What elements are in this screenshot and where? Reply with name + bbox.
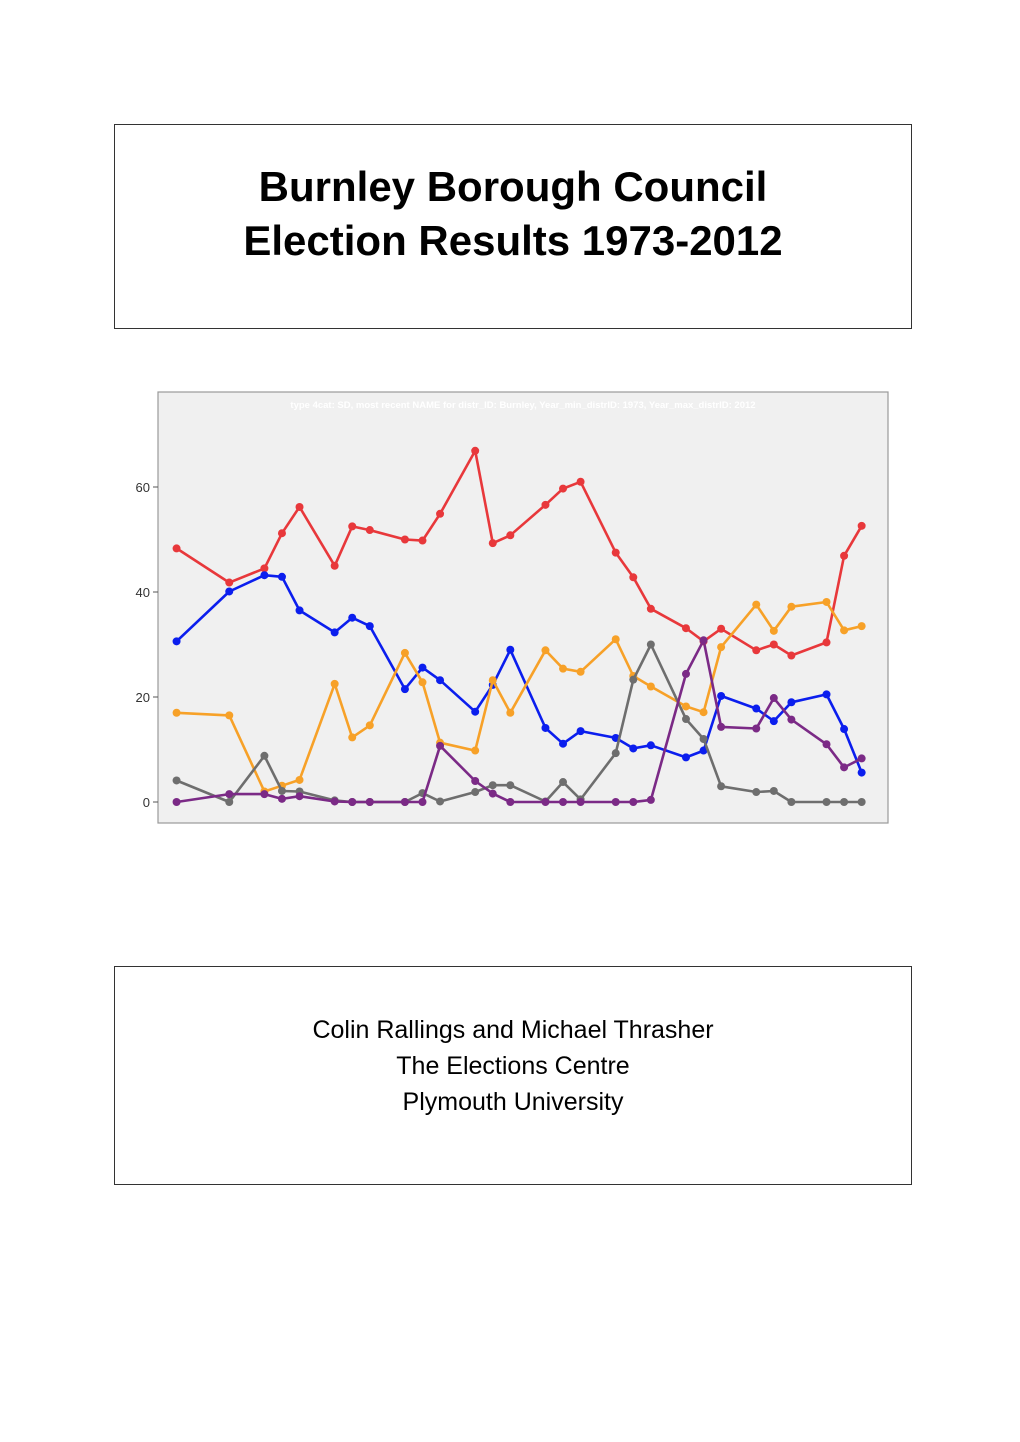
series-2-point — [418, 678, 426, 686]
series-2-point — [858, 622, 866, 630]
series-3-point — [823, 798, 831, 806]
series-0-point — [787, 652, 795, 660]
series-3-point — [278, 787, 286, 795]
series-4-point — [840, 763, 848, 771]
series-1-point — [577, 727, 585, 735]
series-4-point — [296, 792, 304, 800]
series-4-point — [700, 636, 708, 644]
y-tick-label: 20 — [135, 690, 150, 705]
y-tick-label: 40 — [135, 585, 150, 600]
series-3-point — [559, 778, 567, 786]
series-0-point — [260, 564, 268, 572]
title-box — [114, 124, 912, 329]
series-1-point — [471, 708, 479, 716]
series-1-point — [366, 622, 374, 630]
series-2-point — [700, 708, 708, 716]
series-4-point — [401, 798, 409, 806]
series-3-point — [471, 788, 479, 796]
series-4-point — [418, 798, 426, 806]
series-1-point — [787, 698, 795, 706]
series-0-point — [858, 522, 866, 530]
series-0-point — [840, 552, 848, 560]
series-1-point — [278, 573, 286, 581]
series-0-point — [577, 478, 585, 486]
chart-title: type 4cat: SD, most recent NAME for distr_ID: Burnley, Year_min_distrID: 1973, Year_max_distrID: 2012 — [290, 400, 756, 411]
series-3-point — [489, 781, 497, 789]
series-1-point — [752, 705, 760, 713]
series-1-point — [401, 685, 409, 693]
page-title: Burnley Borough Council — [258, 163, 768, 210]
series-0-point — [296, 503, 304, 511]
series-3-point — [682, 715, 690, 723]
series-2-point — [840, 626, 848, 634]
series-1-point — [717, 692, 725, 700]
series-1-point — [225, 587, 233, 595]
series-3-point — [173, 776, 181, 784]
series-4-point — [260, 790, 268, 798]
series-2-point — [717, 643, 725, 651]
series-1-point — [559, 740, 567, 748]
series-2-point — [296, 776, 304, 784]
series-0-point — [682, 624, 690, 632]
series-0-point — [331, 562, 339, 570]
series-3-point — [436, 797, 444, 805]
series-4-point — [506, 798, 514, 806]
series-4-point — [278, 795, 286, 803]
series-0-point — [541, 501, 549, 509]
series-2-point — [401, 649, 409, 657]
series-4-point — [471, 777, 479, 785]
series-2-point — [559, 665, 567, 673]
series-3-point — [647, 641, 655, 649]
series-4-point — [436, 742, 444, 750]
series-3-point — [700, 735, 708, 743]
series-3-point — [629, 676, 637, 684]
series-4-point — [770, 694, 778, 702]
page-subtitle: Election Results 1973-2012 — [243, 217, 783, 264]
series-1-point — [331, 628, 339, 636]
series-4-point — [559, 798, 567, 806]
series-4-point — [577, 798, 585, 806]
series-1-point — [629, 744, 637, 752]
series-4-point — [647, 796, 655, 804]
series-4-point — [225, 790, 233, 798]
series-4-point — [489, 790, 497, 798]
series-4-point — [173, 798, 181, 806]
series-1-point — [647, 741, 655, 749]
series-2-point — [348, 733, 356, 741]
series-0-point — [436, 510, 444, 518]
series-1-point — [541, 724, 549, 732]
series-1-point — [506, 646, 514, 654]
series-4-point — [331, 797, 339, 805]
series-0-point — [647, 605, 655, 613]
series-1-point — [858, 769, 866, 777]
series-0-point — [770, 641, 778, 649]
university-name: Plymouth University — [402, 1088, 624, 1116]
series-4-point — [858, 754, 866, 762]
series-0-point — [559, 485, 567, 493]
series-0-point — [366, 526, 374, 534]
series-3-point — [858, 798, 866, 806]
series-1-point — [682, 753, 690, 761]
series-0-point — [717, 625, 725, 633]
series-0-point — [173, 544, 181, 552]
series-1-point — [770, 717, 778, 725]
series-4-point — [629, 798, 637, 806]
series-1-point — [173, 637, 181, 645]
series-2-point — [541, 646, 549, 654]
series-0-point — [752, 646, 760, 654]
series-2-point — [225, 711, 233, 719]
series-0-point — [348, 522, 356, 530]
series-2-point — [647, 683, 655, 691]
series-0-point — [629, 573, 637, 581]
series-0-point — [471, 447, 479, 455]
series-4-point — [366, 798, 374, 806]
series-4-point — [752, 725, 760, 733]
series-4-point — [541, 798, 549, 806]
series-3-point — [612, 749, 620, 757]
author-box — [114, 966, 912, 1185]
authors-names: Colin Rallings and Michael Thrasher — [312, 1016, 714, 1044]
series-0-point — [506, 531, 514, 539]
series-2-point — [823, 598, 831, 606]
series-0-point — [278, 529, 286, 537]
series-2-point — [577, 668, 585, 676]
series-2-point — [489, 676, 497, 684]
series-2-point — [682, 702, 690, 710]
series-3-point — [717, 782, 725, 790]
series-4-point — [682, 670, 690, 678]
series-4-point — [612, 798, 620, 806]
series-0-point — [418, 537, 426, 545]
series-0-point — [823, 638, 831, 646]
series-1-point — [418, 664, 426, 672]
series-2-point — [366, 721, 374, 729]
line-chart — [120, 388, 900, 828]
series-3-point — [840, 798, 848, 806]
series-2-point — [612, 635, 620, 643]
series-2-point — [173, 709, 181, 717]
series-3-point — [770, 787, 778, 795]
series-1-point — [840, 725, 848, 733]
series-2-point — [471, 747, 479, 755]
series-1-point — [296, 606, 304, 614]
series-3-point — [752, 788, 760, 796]
series-1-point — [348, 614, 356, 622]
series-0-point — [489, 539, 497, 547]
series-3-point — [225, 798, 233, 806]
series-4-point — [823, 740, 831, 748]
series-0-point — [225, 579, 233, 587]
series-2-point — [331, 680, 339, 688]
series-3-point — [787, 798, 795, 806]
organization-name: The Elections Centre — [396, 1052, 630, 1080]
y-tick-label: 60 — [135, 480, 150, 495]
series-4-point — [348, 798, 356, 806]
series-4-point — [787, 716, 795, 724]
y-tick-label: 0 — [142, 795, 150, 810]
series-3-point — [506, 781, 514, 789]
series-1-point — [823, 690, 831, 698]
series-2-point — [752, 601, 760, 609]
plot-area — [158, 392, 888, 823]
chart-svg — [120, 388, 900, 828]
series-2-point — [506, 709, 514, 717]
series-3-point — [260, 752, 268, 760]
series-0-point — [401, 536, 409, 544]
series-2-point — [770, 627, 778, 635]
series-0-point — [612, 549, 620, 557]
series-2-point — [787, 603, 795, 611]
series-1-point — [436, 676, 444, 684]
series-4-point — [717, 723, 725, 731]
series-1-point — [260, 571, 268, 579]
